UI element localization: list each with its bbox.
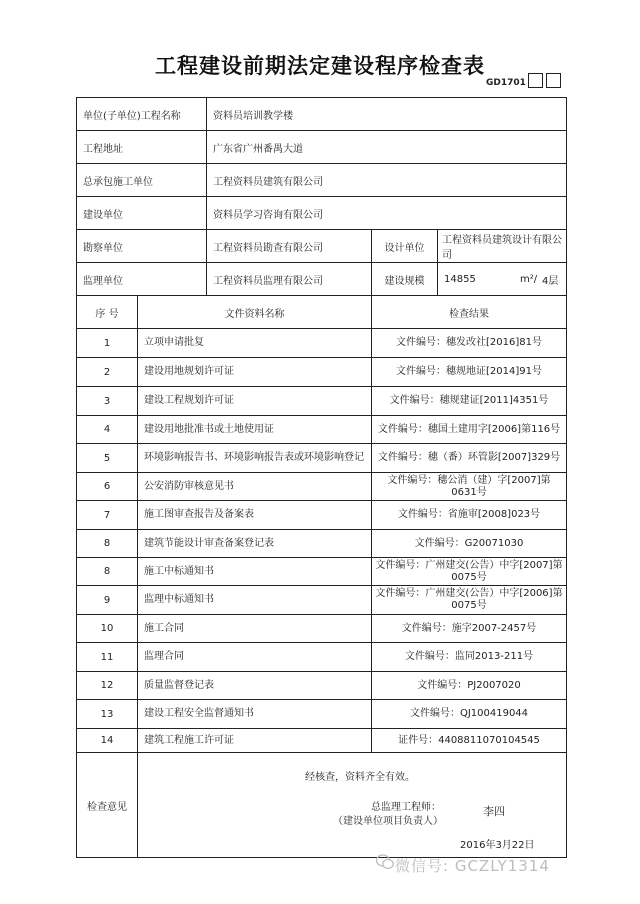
row-check-result: 文件编号：PJ2007020 [371, 671, 567, 700]
row-number: 11 [76, 642, 138, 672]
row-check-result: 证件号：440881107010454​5 [371, 728, 567, 753]
row-doc-name: 施工合同 [137, 614, 372, 643]
row-doc-name: 公安消防审核意见书 [137, 472, 372, 501]
opinion-label: 检查意见 [76, 752, 138, 858]
address-label: 工程地址 [76, 130, 207, 164]
builder-value: 资料员学习咨询有限公司 [206, 196, 567, 230]
signer-sub: （建设单位项目负责人） [333, 816, 443, 827]
design-value: 工程资料员建筑设计有限公司 [437, 229, 567, 263]
row-number: 10 [76, 614, 138, 643]
wechat-icon [376, 854, 394, 870]
row-number: 3 [76, 386, 138, 416]
contractor-value: 工程资料员建筑有限公司 [206, 163, 567, 197]
row-doc-name: 监理中标通知书 [137, 585, 372, 615]
watermark: 微信号: GCZLY1314 [395, 857, 550, 875]
code-box-2 [546, 73, 561, 88]
address-value: 广东省广州番禺大道 [206, 130, 567, 164]
row-check-result: 文件编号：穗国土建用字[2006]第116号 [371, 415, 567, 444]
row-check-result: 文件编号：广州建交(公告）中字[2007]第0075号 [371, 557, 567, 586]
scale-unit: m²/ [520, 273, 538, 285]
survey-label: 勘察单位 [76, 229, 207, 263]
row-check-result: 文件编号：省施审[2008]023号 [371, 500, 567, 530]
row-number: 8 [76, 529, 138, 558]
contractor-label: 总承包施工单位 [76, 163, 207, 197]
builder-label: 建设单位 [76, 196, 207, 230]
row-doc-name: 监理合同 [137, 642, 372, 672]
code-box-1 [528, 73, 543, 88]
row-number: 2 [76, 357, 138, 387]
row-doc-name: 环境影响报告书、环境影响报告表或环境影响登记 [137, 443, 372, 473]
row-doc-name: 建设工程安全监督通知书 [137, 699, 372, 729]
col-no-header: 序 号 [76, 295, 138, 329]
design-label: 设计单位 [371, 229, 438, 263]
survey-value: 工程资料员勘查有限公司 [206, 229, 372, 263]
form-title: 工程建设前期法定建设程序检查表 [155, 54, 485, 78]
row-number: 4 [76, 415, 138, 444]
row-doc-name: 建设工程规划许可证 [137, 386, 372, 416]
opinion-text: 经核查，资料齐全有效。 [305, 772, 415, 783]
row-number: 5 [76, 443, 138, 473]
form-code: GD1701 [486, 78, 526, 88]
signer-name: 李四 [483, 805, 505, 818]
unit-project-label: 单位(子单位)工程名称 [76, 97, 207, 131]
row-number: 14 [76, 728, 138, 753]
row-number: 8 [76, 557, 138, 586]
row-check-result: 文件编号：施字2007-2457号 [371, 614, 567, 643]
row-check-result: 文件编号：穗规地证[2014]91号 [371, 357, 567, 387]
scale-area: 14855 [444, 273, 476, 285]
row-doc-name: 建设用地批准书或土地使用证 [137, 415, 372, 444]
row-check-result: 文件编号：QJ100419044 [371, 699, 567, 729]
col-name-header: 文件资料名称 [137, 295, 372, 329]
row-doc-name: 建设用地规划许可证 [137, 357, 372, 387]
unit-project-value: 资料员培训教学楼 [206, 97, 567, 131]
row-check-result: 文件编号：穗发改社[2016]81号 [371, 328, 567, 358]
row-check-result: 文件编号：G20071030 [371, 529, 567, 558]
row-number: 9 [76, 585, 138, 615]
row-doc-name: 立项申请批复 [137, 328, 372, 358]
row-doc-name: 建筑节能设计审查备案登记表 [137, 529, 372, 558]
row-number: 7 [76, 500, 138, 530]
row-check-result: 文件编号：穗（番）环管影[2007]329号 [371, 443, 567, 473]
row-check-result: 文件编号：穗公消（建）字[2007]第0631号 [371, 472, 567, 501]
row-doc-name: 质量监督登记表 [137, 671, 372, 700]
row-number: 1 [76, 328, 138, 358]
row-number: 6 [76, 472, 138, 501]
row-doc-name: 施工图审查报告及备案表 [137, 500, 372, 530]
scale-value [437, 262, 567, 296]
row-doc-name: 建筑工程施工许可证 [137, 728, 372, 753]
row-number: 13 [76, 699, 138, 729]
scale-floors: 4层 [542, 275, 559, 287]
scale-label: 建设规模 [371, 262, 438, 296]
row-doc-name: 施工中标通知书 [137, 557, 372, 586]
supervision-value: 工程资料员监理有限公司 [206, 262, 372, 296]
row-check-result: 文件编号：监同2013-211号 [371, 642, 567, 672]
row-check-result: 文件编号：穗规建证[2011]4351号 [371, 386, 567, 416]
sign-date: 2016年3月22日 [460, 840, 535, 851]
supervision-label: 监理单位 [76, 262, 207, 296]
col-result-header: 检查结果 [371, 295, 567, 329]
signer-title: 总监理工程师： [371, 802, 441, 813]
row-check-result: 文件编号：广州建交(公告）中字[2006]第0075号 [371, 585, 567, 615]
row-number: 12 [76, 671, 138, 700]
